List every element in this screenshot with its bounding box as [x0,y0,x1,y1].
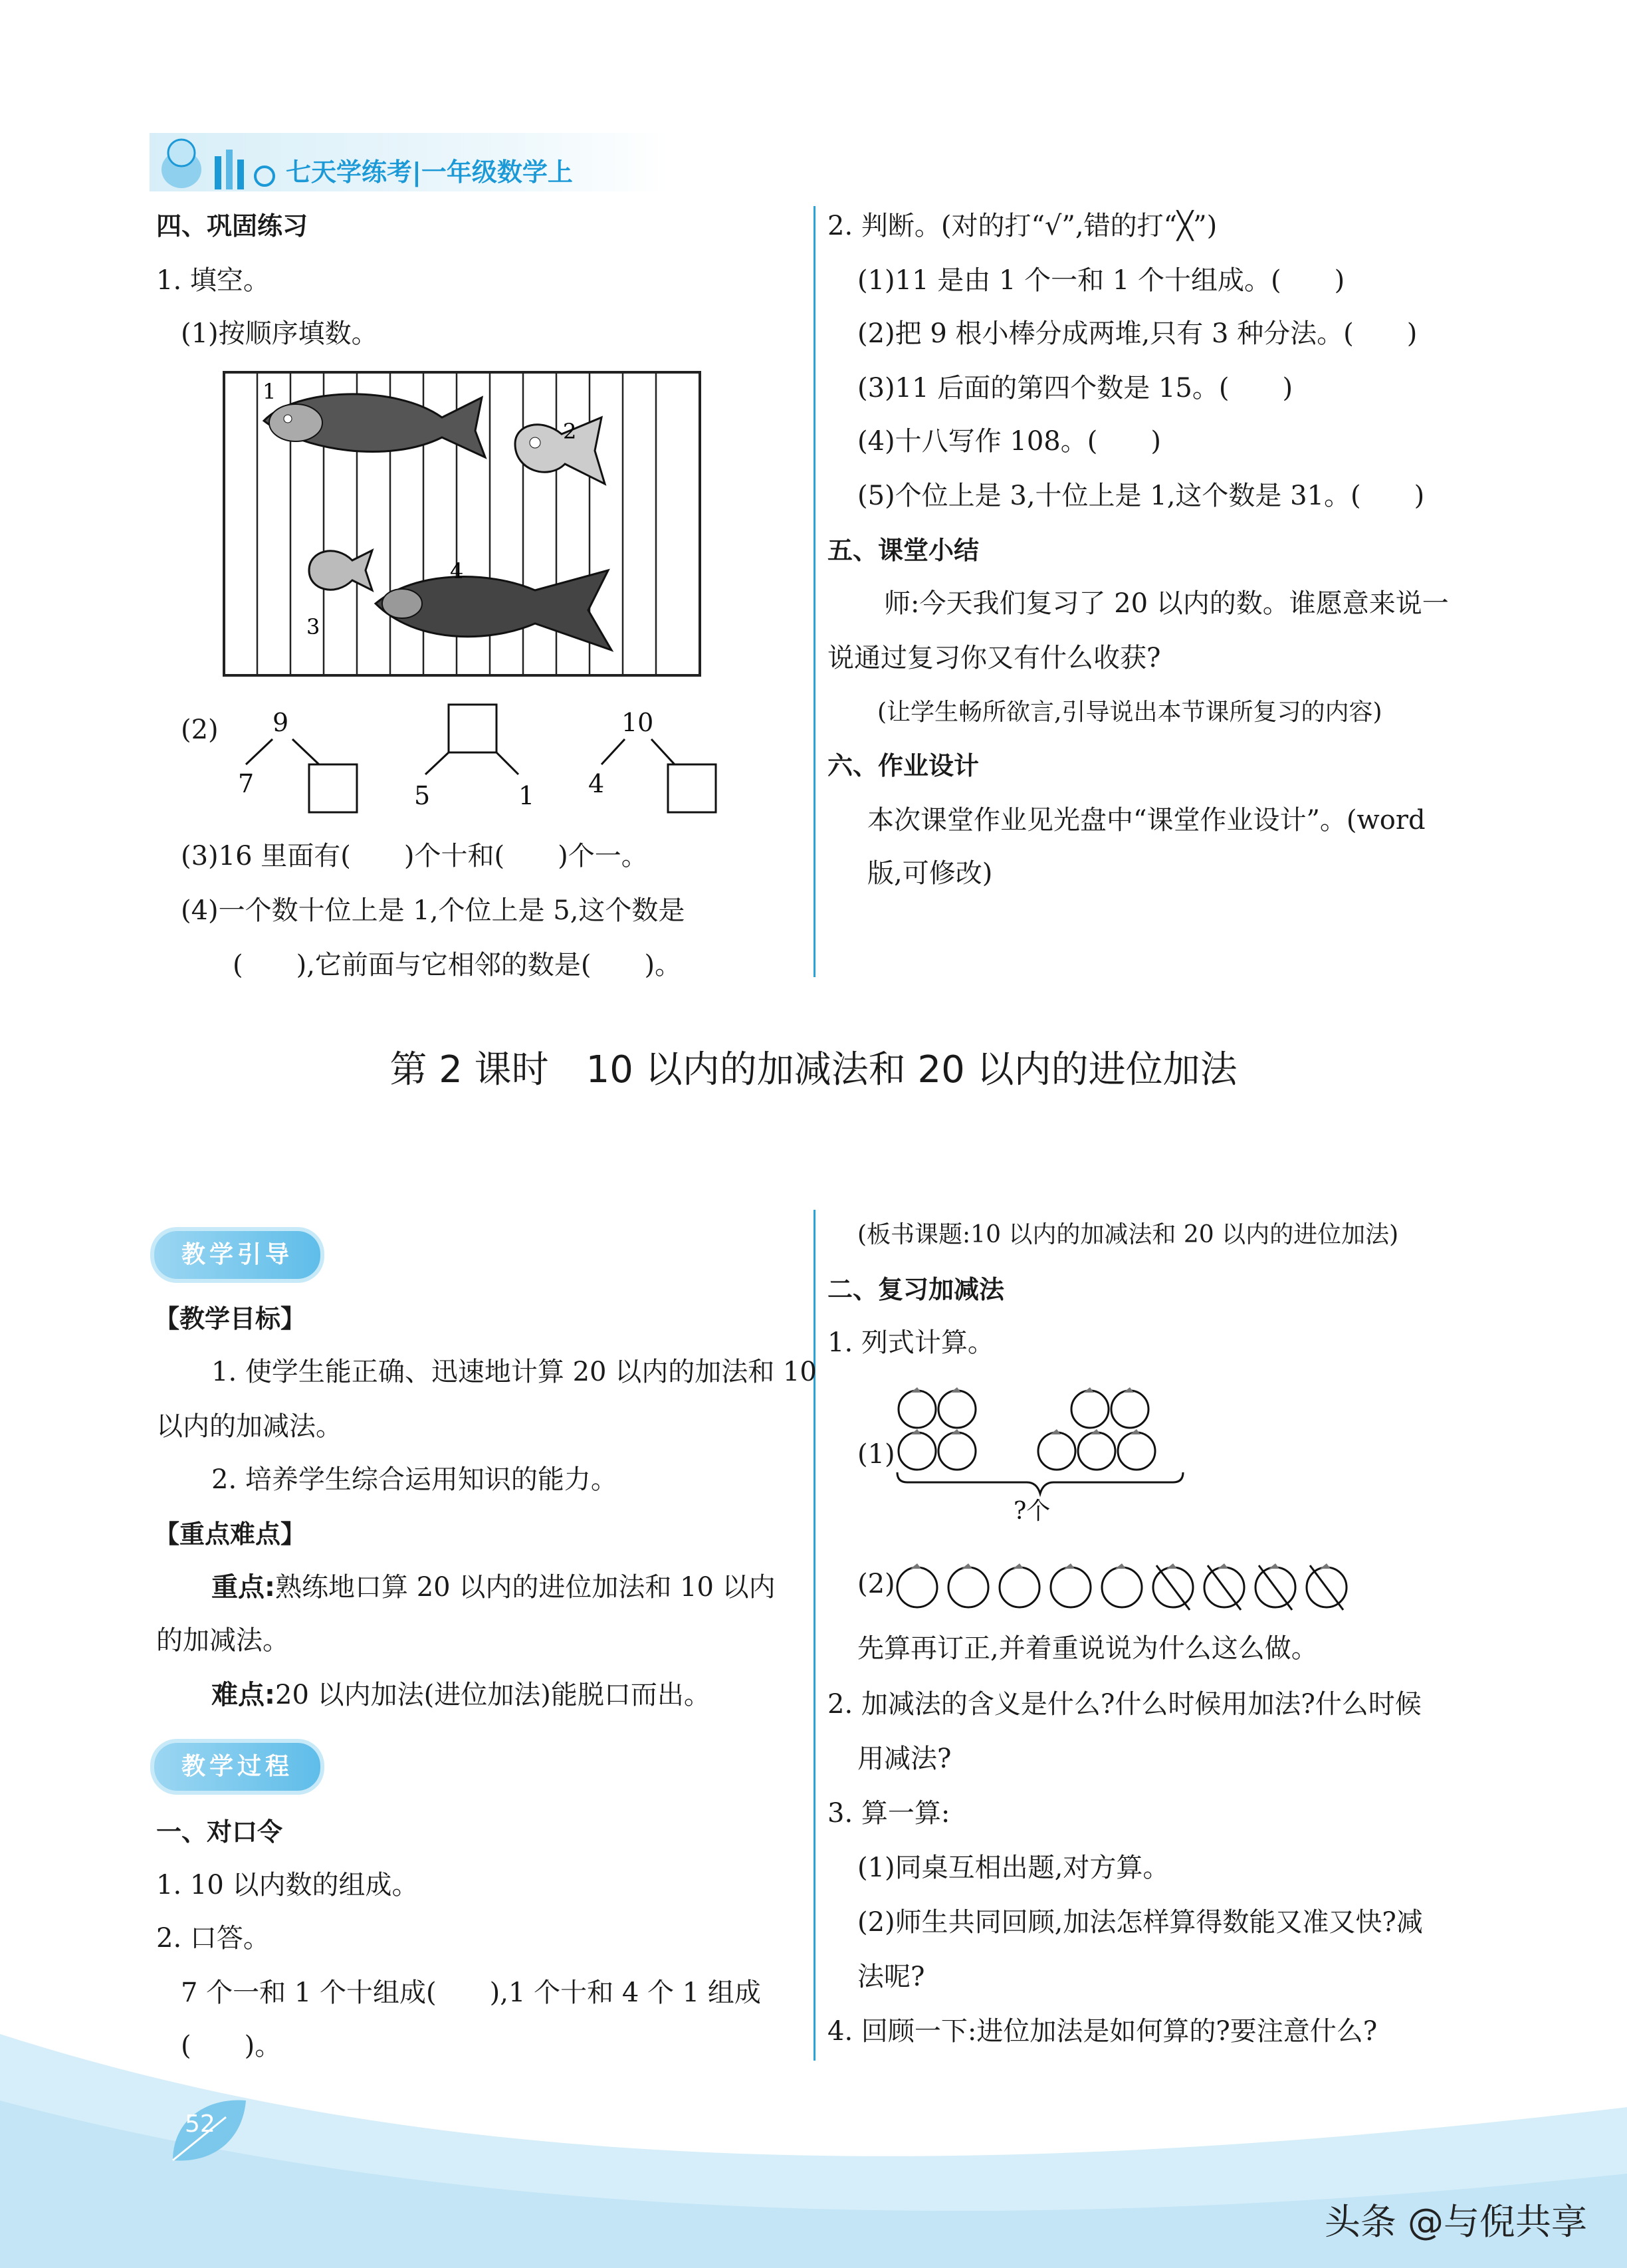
header-book: 一年级数学上 [421,158,573,187]
column-divider-2 [814,1210,815,2061]
judge-item-3: (3)11 后面的第四个数是 15。( ) [857,373,1293,403]
difficulty-label: 难点: [211,1680,275,1710]
drill-2: 2. 口答。 [156,1923,270,1954]
section-5-heading: 五、课堂小结 [827,536,980,565]
brace-label: ?个 [1014,1498,1051,1525]
tree1-right-box [309,764,357,812]
calc-1: 1. 列式计算。 [827,1327,994,1358]
fish-label-3: 3 [306,614,320,639]
calc-3: 3. 算一算: [827,1798,950,1829]
key-heading: 【重点难点】 [154,1520,306,1549]
homework-line-2: 版,可修改) [867,858,993,889]
drill-2-line-2: ( )。 [181,2031,282,2061]
tree2-top-box [449,705,496,752]
section-2-heading: 二、复习加减法 [827,1275,1005,1304]
question-1-3: (3)16 里面有( )个十和( )个一。 [181,841,648,871]
judge-item-4: (4)十八写作 108。( ) [857,426,1161,457]
key-line-2: 的加减法。 [156,1625,289,1656]
question-1-2-label: (2) [181,715,219,745]
section-4-heading: 四、巩固练习 [156,211,308,241]
apple-icon [1038,1432,1155,1470]
fish-label-2: 2 [563,419,577,444]
goals-heading: 【教学目标】 [154,1304,306,1333]
watermark: 头条 @与倪共享 [1324,2201,1587,2243]
question-1-4b: ( ),它前面与它相邻的数是( )。 [233,950,682,980]
board-title: (板书课题:10 以内的加减法和 20 以内的进位加法) [857,1221,1399,1248]
calc-4: 4. 回顾一下:进位加法是如何算的?要注意什么? [827,2016,1378,2047]
key-label: 重点: [211,1572,275,1603]
page-number: 52 [185,2110,215,2138]
calc-3-2-line-1: (2)师生共同回顾,加法怎样算得数能又准又快?减 [857,1907,1423,1938]
mascot-icon [152,130,284,196]
tree2-right: 1 [518,781,535,810]
apple-icon [1071,1391,1148,1428]
fish-label-1: 1 [263,379,276,404]
judge-item-2: (2)把 9 根小棒分成两堆,只有 3 种分法。( ) [857,318,1418,349]
difficulty-line [211,1676,710,1714]
section-6-heading: 六、作业设计 [827,751,980,780]
drill-1: 1. 10 以内数的组成。 [156,1870,419,1900]
key-line-1 [211,1569,776,1606]
apple-row [894,1555,1359,1615]
header-series: 七天学练考 [286,158,413,187]
calc-1-2-label: (2) [857,1569,895,1599]
drill-2-line-1: 7 个一和 1 个十组成( ),1 个十和 4 个 1 组成 [181,1978,761,2008]
question-1: 1. 填空。 [156,265,270,296]
summary-note: (让学生畅所欲言,引导说出本节课所复习的内容) [877,699,1382,726]
tree3-top: 10 [621,708,654,737]
header-separator: | [412,158,421,187]
apple-groups [894,1379,1186,1526]
teaching-guide-badge: 教学引导 [154,1231,320,1279]
goal-2: 2. 培养学生综合运用知识的能力。 [211,1464,617,1495]
calc-3-2-line-2: 法呢? [857,1962,925,1992]
apple-icon [899,1432,976,1470]
judge-item-5: (5)个位上是 3,十位上是 1,这个数是 31。( ) [857,481,1425,511]
tree1-left: 7 [238,769,255,798]
apple-icon [899,1391,976,1428]
header-title [286,152,573,188]
goal-1-line-2: 以内的加减法。 [156,1411,342,1442]
question-1-4a: (4)一个数十位上是 1,个位上是 5,这个数是 [181,895,685,926]
fish-picture [223,371,701,677]
tree2-left: 5 [414,781,431,810]
calc-note: 先算再订正,并着重说说为什么这么做。 [857,1633,1318,1664]
number-trees [226,698,744,831]
calc-3-1: (1)同桌互相出题,对方算。 [857,1853,1170,1883]
calc-2-line-2: 用减法? [857,1744,952,1774]
fish-label-4: 4 [450,558,464,584]
tree3-right-box [668,764,716,812]
judge-item-1: (1)11 是由 1 个一和 1 个十组成。( ) [857,265,1345,296]
summary-line-1: 师:今天我们复习了 20 以内的数。谁愿意来说一 [884,588,1449,619]
question-1-1: (1)按顺序填数。 [181,318,378,349]
teaching-process-badge: 教学过程 [154,1743,320,1791]
column-divider [814,206,815,977]
difficulty-text: 20 以内加法(进位加法)能脱口而出。 [275,1680,710,1710]
summary-line-2: 说通过复习你又有什么收获? [827,643,1161,673]
calc-1-1-label: (1) [857,1439,895,1470]
key-text: 熟练地口算 20 以内的进位加法和 10 以内 [275,1572,776,1603]
calc-2-line-1: 2. 加减法的含义是什么?什么时候用加法?什么时候 [827,1689,1422,1720]
homework-line-1: 本次课堂作业见光盘中“课堂作业设计”。(word [867,805,1426,836]
lesson-title: 第 2 课时 10 以内的加减法和 20 以内的进位加法 [389,1048,1238,1091]
section-1-heading: 一、对口令 [156,1817,283,1847]
tree1-top: 9 [272,708,289,737]
tree3-left: 4 [588,769,605,798]
question-2: 2. 判断。(对的打“√”,错的打“╳”) [827,211,1218,241]
goal-1-line-1: 1. 使学生能正确、迅速地计算 20 以内的加法和 10 [211,1357,817,1387]
